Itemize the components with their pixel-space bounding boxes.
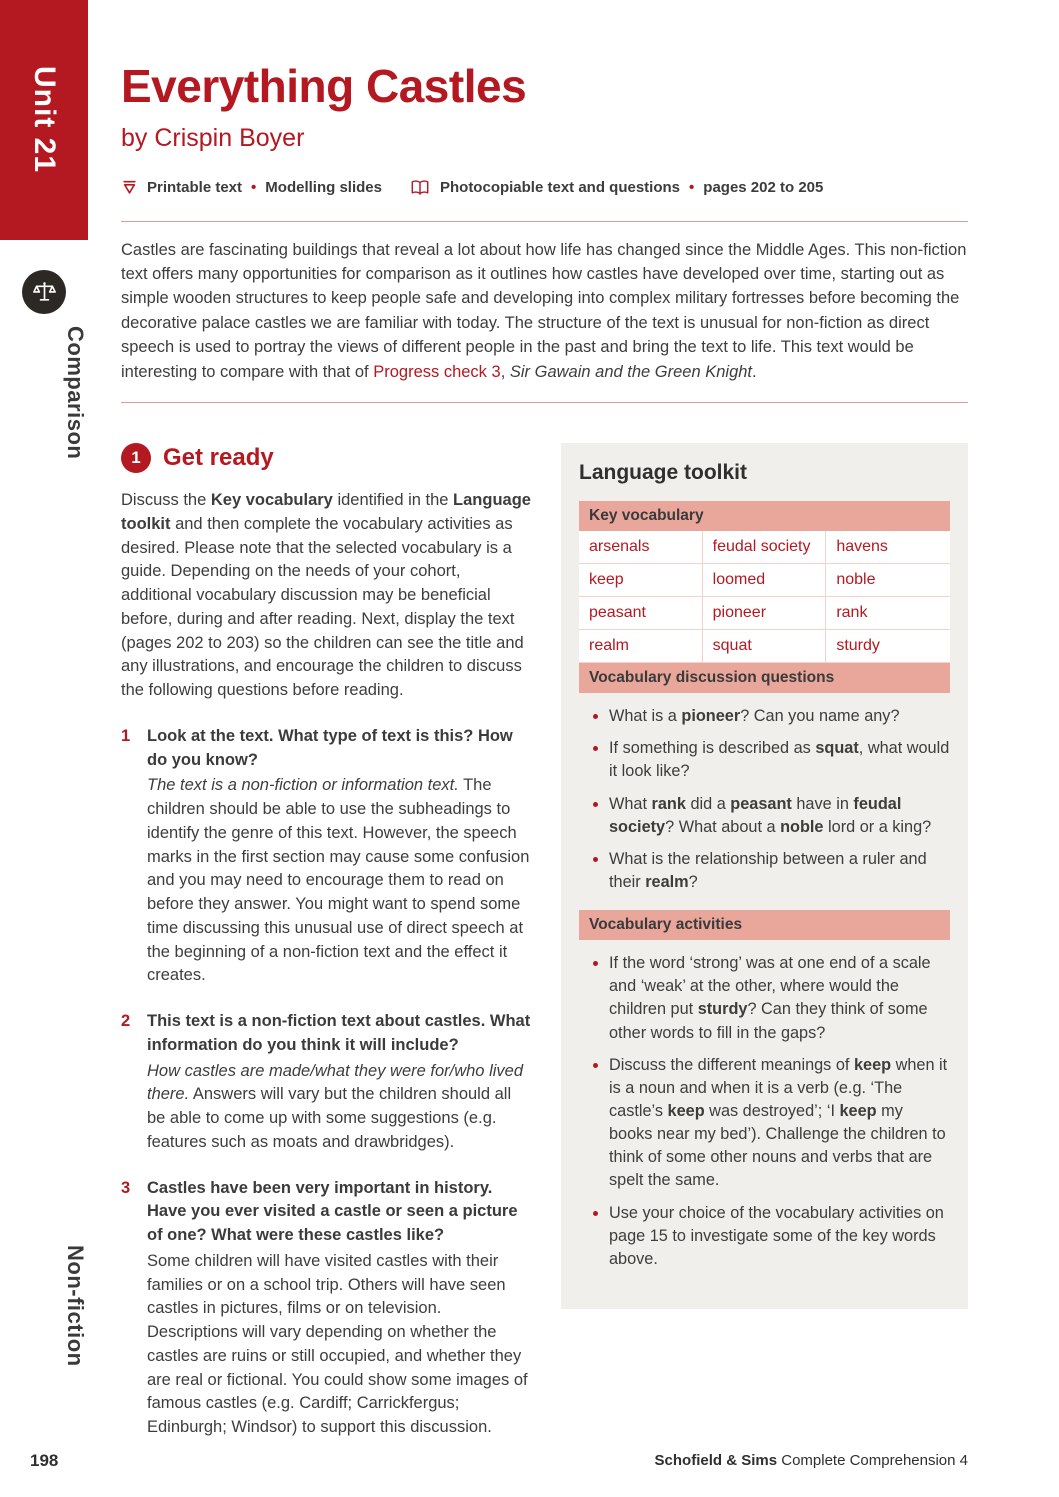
language-toolkit-panel [561, 443, 968, 1309]
get-ready-heading: Get ready [163, 444, 274, 472]
question-body [147, 1010, 533, 1155]
strand-label: Comparison [63, 326, 88, 460]
vocab-word: loomed [703, 564, 827, 597]
question-item [121, 1010, 533, 1155]
discussion-question: • What rank did a peasant have in feudal society? What about a noble lord or a king? [609, 793, 950, 839]
vocabulary-activities-list [579, 952, 950, 1271]
sidebar [0, 0, 88, 1497]
discussion-questions-list [579, 705, 950, 894]
divider [121, 221, 968, 222]
vocab-word: pioneer [703, 597, 827, 630]
language-toolkit-heading: Language toolkit [579, 461, 747, 485]
discussion-questions-header: Vocabulary discussion questions [579, 663, 950, 693]
question-body [147, 725, 533, 988]
vocab-word: noble [826, 564, 950, 597]
vocab-word: feudal society [703, 531, 827, 564]
activity-item: • Use your choice of the vocabulary activities on page 15 to investigate some of the key words above. [609, 1202, 950, 1271]
intro-paragraph: Castles are fascinating buildings that reveal a lot about how life has changed since the Middle Ages. This non-fiction text offers many opportunities for comparison as it outlines how castles have developed over time, starting out as simple wooden structures to keep people safe and developing into complex military fortresses before becoming the decorative palace castles we are familiar with today. The structure of the text is unusual for non-fiction as direct speech is used to portray the views of different people in the past and bring the text to life. This text would be interesting to compare with that of Progress check 3, Sir Gawain and the Green Knight. [121, 240, 967, 381]
discussion-question: • What is the relationship between a ruler and their realm? [609, 848, 950, 894]
vocab-word: squat [703, 630, 827, 663]
resource-meta-row [121, 179, 968, 197]
get-ready-heading-row [121, 443, 533, 473]
question-text: This text is a non-fiction text about castles. What information do you think it will include? [147, 1012, 531, 1054]
unit-tab [0, 0, 88, 240]
book-icon [409, 179, 431, 197]
vocabulary-activities-header: Vocabulary activities [579, 910, 950, 940]
series-footer: Schofield & Sims Complete Comprehension 4 [654, 1452, 968, 1469]
answer-text: The text is a non-fiction or information text. The children should be able to use the subheadings to identify the genre of this text. However, the speech marks in the first section may cause some confusion and you may need to encourage them to read on before they answer. You might want to spend some time discussing this unusual use of direct speech at the beginning of a non-fiction text and the effect it creates. [147, 776, 530, 985]
answer-text: Some children will have visited castles with their families or on a school trip. Others will have seen castles in pictures, films or on television. Descriptions will vary depending on whether the castles are ruins or still occupied, and whether they are real or fictional. You could show some images of famous castles (e.g. Cardiff; Carrickfergus; Edinburgh; Windsor) to support this discussion. [147, 1251, 528, 1437]
question-item [121, 1177, 533, 1440]
get-ready-section [121, 443, 533, 1440]
vocab-word: sturdy [826, 630, 950, 663]
question-number: 3 [121, 1178, 131, 1197]
activity-item: • If the word ‘strong’ was at one end of a scale and ‘weak’ at the other, where would the children put sturdy? Can they think of some other words to fill in the gaps? [609, 952, 950, 1045]
question-item [121, 725, 533, 988]
discussion-question: • What is a pioneer? Can you name any? [609, 705, 950, 728]
question-number: 1 [121, 726, 131, 745]
printable-text-label: Printable text [147, 179, 243, 197]
unit-label: Unit 21 [28, 66, 61, 174]
discussion-question: • If something is described as squat, what would it look like? [609, 737, 950, 783]
divider [121, 402, 968, 403]
get-ready-intro: Discuss the Key vocabulary identified in the Language toolkit and then complete the vocabulary activities as desired. Please note that the selected vocabulary is a guide. Depending on the needs of your cohort, additional vocabulary discussion may be beneficial before, during and after reading. Next, display the text (pages 202 to 203) so the children can see the title and any illustrations, and encourage the children to discuss the following questions before reading. [121, 491, 531, 700]
question-text: Look at the text. What type of text is this? How do you know? [147, 726, 513, 769]
vocab-word: keep [579, 564, 703, 597]
main-content [121, 0, 968, 1440]
page-number: 198 [30, 1451, 59, 1470]
genre-label: Non-fiction [63, 1245, 88, 1367]
question-body [147, 1177, 533, 1440]
vocab-word: realm [579, 630, 703, 663]
vocab-word: rank [826, 597, 950, 630]
vocab-word: havens [826, 531, 950, 564]
scales-icon [22, 270, 66, 314]
page-title: Everything Castles [121, 60, 527, 112]
pages-label: pages 202 to 205 [703, 179, 824, 197]
key-vocabulary-header: Key vocabulary [579, 501, 950, 531]
byline: by Crispin Boyer [121, 123, 305, 152]
activity-item: • Discuss the different meanings of keep when it is a noun and when it is a verb (e.g. ‘The castle’s keep was destroyed’; ‘I keep my books near my bed’). Challenge the children to think of some other nouns and verbs that are spelt the same. [609, 1054, 950, 1193]
bullet-separator: • [251, 179, 257, 197]
vocab-word: arsenals [579, 531, 703, 564]
step-number-badge: 1 [121, 443, 151, 473]
answer-text: How castles are made/what they were for/who lived there. Answers will vary but the children should all be able to come up with some suggestions (e.g. features such as moats and drawbridges). [147, 1061, 524, 1151]
photocopiable-label: Photocopiable text and questions [439, 179, 681, 197]
two-column-layout [121, 443, 968, 1440]
question-text: Castles have been very important in history. Have you ever visited a castle or seen a picture of one? What were these castles like? [147, 1178, 518, 1245]
vocab-word: peasant [579, 597, 703, 630]
question-number: 2 [121, 1012, 131, 1031]
bullet-separator: • [689, 179, 695, 197]
modelling-slides-label: Modelling slides [265, 179, 382, 197]
key-vocabulary-table [579, 531, 950, 663]
download-icon [121, 179, 138, 196]
